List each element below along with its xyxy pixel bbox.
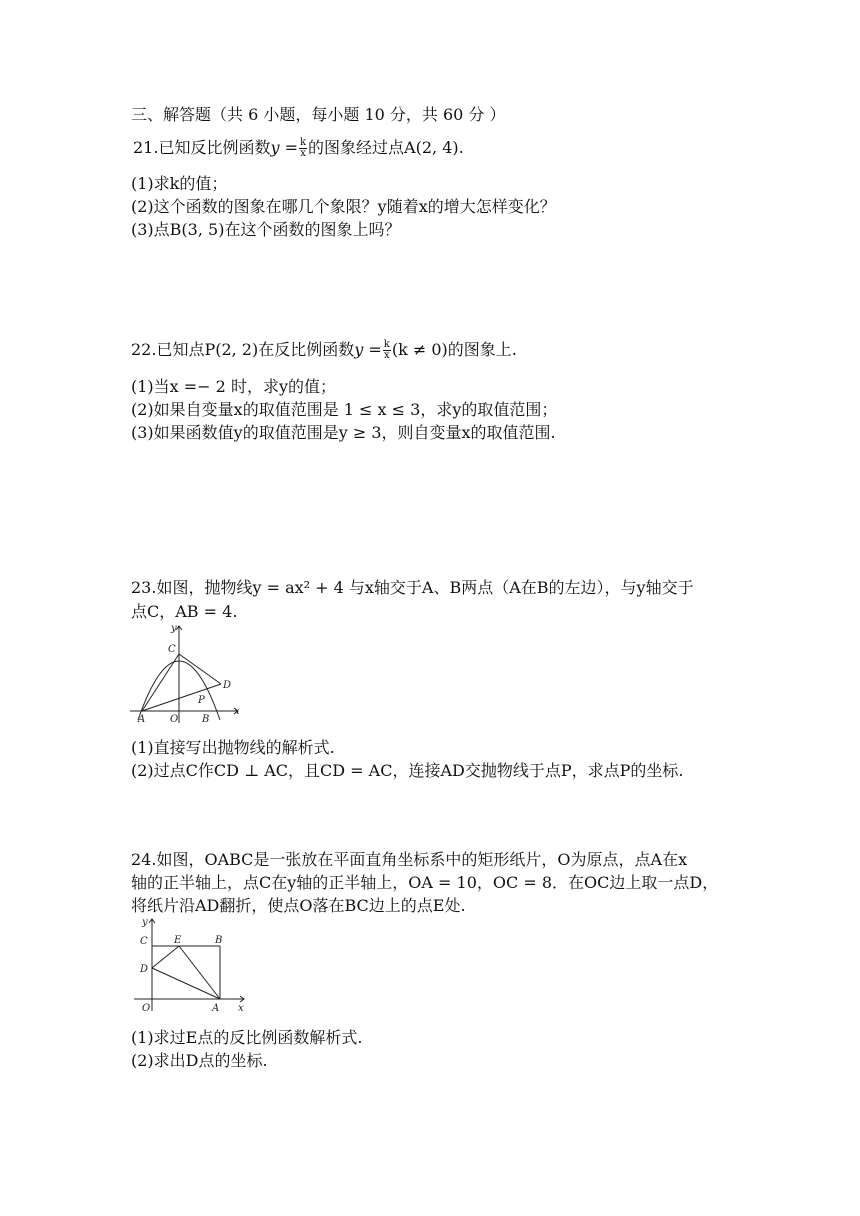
q21-stem-post: 的图象经过点A(2, 4). (308, 138, 464, 157)
q24-part-2: (2)求出D点的坐标. (131, 1051, 268, 1070)
q22-part-3: (3)如果函数值y的取值范围是y ≥ 3，则自变量x的取值范围. (131, 423, 556, 442)
q23-label-o: O (170, 714, 179, 725)
q21-func: y = (270, 138, 298, 157)
q23-part-1: (1)直接写出抛物线的解析式. (131, 738, 335, 757)
q24-label-x: x (238, 1003, 244, 1014)
q24-label-c: C (140, 936, 148, 947)
q21-part-3: (3)点B(3, 5)在这个函数的图象上吗？ (131, 220, 401, 239)
q24-label-a: A (212, 1003, 220, 1014)
q23-stem-line-1: 23.如图，抛物线y = ax² + 4 与x轴交于A、B两点（A在B的左边），与y轴交于 (131, 578, 694, 597)
q24-stem-line-3: 将纸片沿AD翻折，使点O落在BC边上的点E处. (131, 896, 466, 915)
q23-line-ad (142, 684, 221, 711)
q22-stem (131, 339, 517, 361)
q24-label-o: O (142, 1003, 151, 1014)
q23-label-x: x (234, 706, 240, 717)
q23-label-p: P (198, 695, 205, 706)
q24-stem-line-2: 轴的正半轴上，点C在y轴的正半轴上，OA = 10，OC = 8．在OC边上取一点D， (131, 873, 719, 892)
q24-label-b: B (215, 935, 223, 946)
q21-frac-den: x (300, 148, 306, 159)
q24-line-da (152, 968, 220, 999)
q24-line-de (152, 946, 179, 968)
q22-part-1: (1)当x =− 2 时，求y的值； (131, 377, 336, 396)
q23-label-d: D (223, 680, 232, 691)
q24-line-ea (179, 946, 220, 999)
q22-stem-post: (k ≠ 0)的图象上. (391, 340, 517, 359)
q23-label-c: C (168, 644, 176, 655)
q22-frac-den: x (383, 350, 390, 361)
q23-line-ac (142, 654, 179, 711)
q22-stem-pre: 22.已知点P(2, 2)在反比例函数 (131, 340, 355, 359)
q24-label-y: y (142, 917, 148, 928)
q23-label-b: B (202, 714, 210, 725)
q21-part-2: (2)这个函数的图象在哪几个象限？y随着x的增大怎样变化？ (131, 197, 556, 216)
q21-stem-pre: 21.已知反比例函数 (133, 138, 271, 157)
section-header: 三、解答题（共 6 小题，每小题 10 分，共 60 分 ） (131, 105, 506, 124)
q24-label-e: E (174, 935, 182, 946)
q24-rectangle-figure (134, 915, 252, 1015)
q24-stem-line-1: 24.如图，OABC是一张放在平面直角坐标系中的矩形纸片，O为原点，点A在x (131, 850, 688, 869)
q23-line-cd (179, 654, 221, 684)
q23-stem-line-2: 点C，AB = 4. (131, 602, 238, 621)
q22-fraction (383, 340, 391, 361)
q24-part-1: (1)求过E点的反比例函数解析式. (131, 1028, 363, 1047)
q21-fraction (299, 138, 307, 159)
q23-label-a: A (138, 714, 146, 725)
q21-part-1: (1)求k的值； (131, 174, 228, 193)
q24-label-d: D (140, 964, 149, 975)
q23-label-y: y (171, 623, 177, 634)
q21-stem (133, 137, 464, 159)
q21-frac-num: k (299, 137, 307, 148)
q22-frac-num: k (383, 339, 390, 350)
q23-parabola-figure (128, 620, 248, 726)
q22-func: y = (354, 340, 382, 359)
q23-part-2: (2)过点C作CD ⊥ AC，且CD = AC，连接AD交抛物线于点P，求点P的坐标. (131, 761, 684, 780)
q22-part-2: (2)如果自变量x的取值范围是 1 ≤ x ≤ 3，求y的取值范围； (131, 400, 558, 419)
